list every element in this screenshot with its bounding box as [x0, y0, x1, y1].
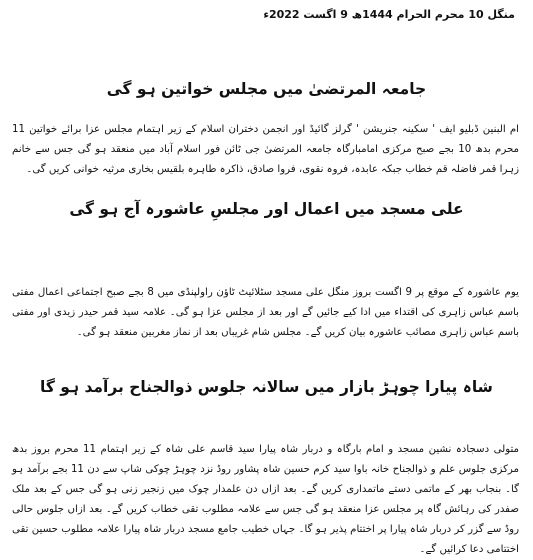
article-body-ali-masjid: یوم عاشورہ کے موقع پر 9 اگست بروز منگل علی مسجد سٹلائیٹ ٹاؤن راولپنڈی میں 8 بجے صبح اجتماعی اعمال مفتی باسم عباس زاہری کی اقتداء میں ادا کیے جائیں گے اور بعد از مجلس عزا ہو گی۔ علامہ سید قمر حیدر زیدی اور مفتی باسم عباس زاہری مصائب عاشورہ بیان کریں گے۔ مجلس شام غریباں بعد از نماز مغربین منعقد ہو گی۔: [12, 287, 519, 338]
headline-jamia-almurtaza: جامعہ المرتضیٰ میں مجلس خواتین ہو گی: [106, 80, 427, 98]
article-body-shah-piyara: متولی دسجادہ نشین مسجد و امام بارگاہ و دربار شاہ پیارا سید قاسم علی شاہ کے زیر اہتمام 11 محرم بروز بدھ مرکزی جلوس علم و ذوالجناح خانہ باوا سید کرم حسین شاہ پشاور روڈ نزد چوہڑ چوکی شاپ سے دن 11 بجے برآمد ہو گا۔ بنجاب بھر کے ماتمی دستے ماتمداری کریں گے۔ بعد ازاں دن علمدار چوک میں زنجیر زنی ہو گی جس کے بعد ملک صفدر کی رہائش گاہ پر مجلس عزا منعقد ہو گی جس سے علامہ مطلوب تقی خطاب کریں گے۔ بعد ازاں جلوس حالی روڈ سے گزر کر دربار شاہ پیارا پر اختتام پذیر ہو گا۔ جہاں خطیب جامع مسجد دربار شاہ پیارا علامہ مطلوب حسین تقی اختتامی دعا کرائیں گے۔: [12, 444, 520, 555]
headline-ali-masjid: علی مسجد میں اعمال اور مجلسِ عاشورہ آج ہو گی: [69, 200, 464, 218]
dateline: منگل 10 محرم الحرام 1444ھ 9 اگست 2022ء: [263, 8, 515, 21]
headline-shah-piyara: شاہ پیارا چوہڑ بازار میں سالانہ جلوس ذوالجناح برآمد ہو گا: [40, 378, 493, 396]
article-body-jamia-almurtaza: ام البنین ڈبلیو ایف ' سکینہ جنریشن ' گرلز گائیڈ اور انجمن دختران اسلام کے زیر اہتمام مجلس عزا برائے خواتین 11 محرم بدھ 10 بجے صبح مرکزی امامبارگاہ جامعہ المرتضیٰ جی ٹائن فور اسلام آباد میں منعقد ہو گی جس سے خانم زہرا قمر فاضلہ قم خطاب جبکہ عابدہ، فروہ نقوی، فروا صادق، ذاکرہ طاہرہ بلقیس بخاری مرثیہ خوانی کریں گی۔: [12, 124, 519, 175]
